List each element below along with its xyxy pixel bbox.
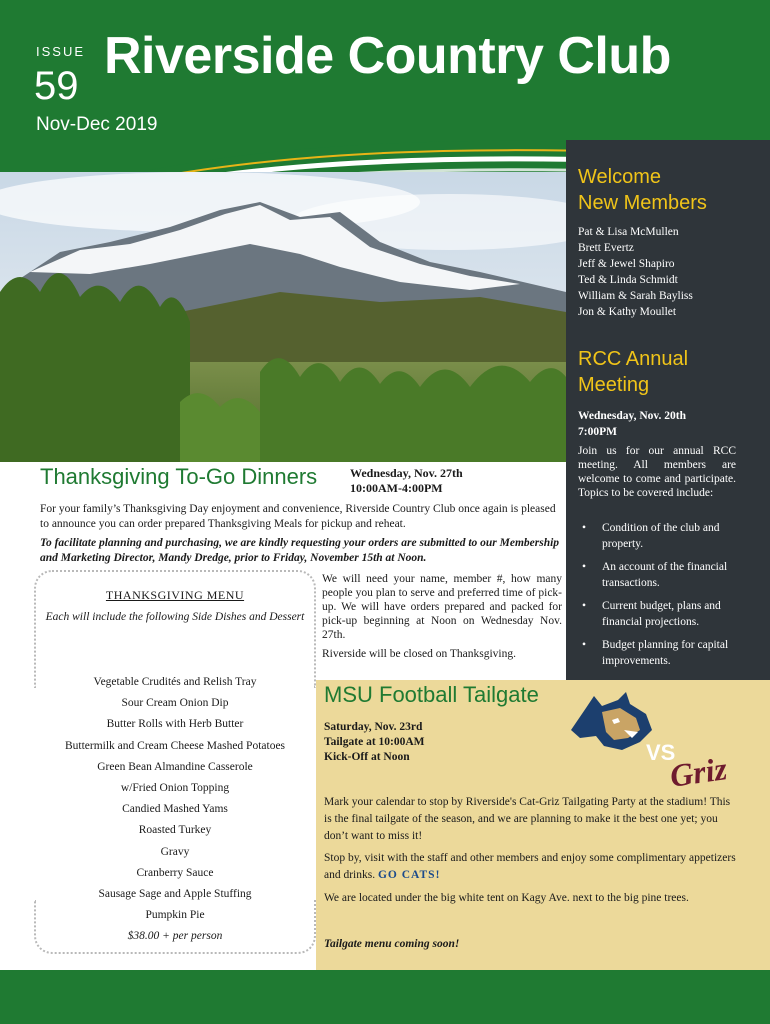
issue-date: Nov-Dec 2019 [36,114,158,135]
footer-band [0,970,770,1024]
closed-notice: Riverside will be closed on Thanksgiving. [322,648,516,660]
list-item: Jon & Kathy Moullet [578,306,677,318]
meeting-date: Wednesday, Nov. 20th [578,410,686,422]
list-item: w/Fried Onion Topping [120,781,230,794]
annual-meeting-heading [578,346,688,398]
griz-logo: Griz [667,750,730,794]
tailgate-paragraph-2 [324,850,740,884]
tailgate-paragraph-3: We are located under the big white tent on Kagy Ave. next to the big pine trees. [324,892,689,904]
meeting-datetime [578,408,686,440]
kickoff-time: Kick-Off at Noon [324,751,410,763]
list-item: Candied Mashed Yams [122,803,228,816]
list-item: • Condition of the club and property. [580,520,736,552]
list-item: Buttermilk and Cream Cheese Mashed Potatoes [64,739,286,752]
list-item: Ted & Linda Schmidt [578,274,678,286]
annual-meeting-heading-line-1: RCC Annual [578,348,689,370]
list-item: Sausage Sage and Apple Stuffing [98,887,252,900]
thanksgiving-heading: Thanksgiving To-Go Dinners [40,464,318,489]
meeting-topics-list [580,520,736,676]
thanksgiving-time: 10:00AM-4:00PM [350,481,443,495]
order-deadline-note: To facilitate planning and purchasing, we are kindly requesting your orders are submitted to our Membership and Marketing Director, Mandy Dredge, prior to Friday, November 15th at Noon. [40,537,560,564]
list-item: Roasted Turkey [138,824,212,837]
tailgate-start-time: Tailgate at 10:00AM [324,736,425,748]
menu-title: THANKSGIVING MENU [105,588,245,602]
thanksgiving-date: Wednesday, Nov. 27th [350,466,463,480]
annual-meeting-heading-line-2: Meeting [578,374,650,396]
list-item: Vegetable Crudités and Relish Tray [93,676,257,688]
mountain-landscape-photo [0,172,566,462]
menu-items-list [34,672,316,926]
thanksgiving-intro: For your family’s Thanksgiving Day enjoyment and convenience, Riverside Country Club once again is pleased to announce you can order prepared Thanksgiving Meals for pickup and reheat. [40,503,556,530]
list-item: Pumpkin Pie [145,909,205,922]
tailgate-paragraph-1: Mark your calendar to stop by Riverside's Cat-Griz Tailgating Party at the stadium! This is the final tailgate of the season, and we are planning to make it the best one yet; you don’t want to miss it! [324,796,731,842]
menu-price: $38.00 + per person [127,930,223,942]
list-item: Cranberry Sauce [136,866,214,879]
list-item: Brett Evertz [578,242,634,254]
issue-number: 59 [34,64,79,108]
list-item: Pat & Lisa McMullen [578,226,679,238]
welcome-heading [578,164,707,216]
order-details: We will need your name, member #, how many people you plan to serve and preferred time of pick-up. We will have orders prepared and packed for pick-up beginning at Noon on Wednesday Nov. 27th. [322,573,562,641]
versus-label: VS [646,740,676,765]
welcome-heading-line-2: New Members [578,192,707,214]
tailgate-menu-notice: Tailgate menu coming soon! [324,938,460,950]
list-item: Jeff & Jewel Shapiro [578,258,675,270]
tailgate-datetime [324,720,425,765]
list-item: Gravy [160,845,190,858]
list-item: • An account of the financial transactions. [580,559,736,591]
tailgate-paragraph-2-text: Stop by, visit with the staff and other members and enjoy some complimentary appetizers and drinks. [324,852,736,881]
list-item: Green Bean Almandine Casserole [97,760,253,773]
list-item: Butter Rolls with Herb Butter [106,718,244,731]
new-members-list [578,224,758,320]
tailgate-date: Saturday, Nov. 23rd [324,721,423,733]
go-cats-text: GO CATS! [377,869,441,881]
meeting-time: 7:00PM [578,426,617,438]
list-item: William & Sarah Bayliss [578,290,693,302]
issue-label: ISSUE [36,44,86,59]
welcome-heading-line-1: Welcome [578,166,661,188]
thanksgiving-datetime [350,466,463,496]
menu-subtitle: Each will include the following Side Dishes and Dessert [45,611,305,623]
bobcat-logo-icon [566,690,656,756]
list-item: • Current budget, plans and financial projections. [580,598,736,630]
tailgate-heading: MSU Football Tailgate [324,682,539,707]
list-item: Sour Cream Onion Dip [121,697,229,710]
newsletter-title: Riverside Country Club [104,27,671,85]
meeting-intro: Join us for our annual RCC meeting. All members are welcome to come and participate. Topics to be covered include: [578,445,736,499]
list-item: • Budget planning for capital improvements. [580,637,736,669]
